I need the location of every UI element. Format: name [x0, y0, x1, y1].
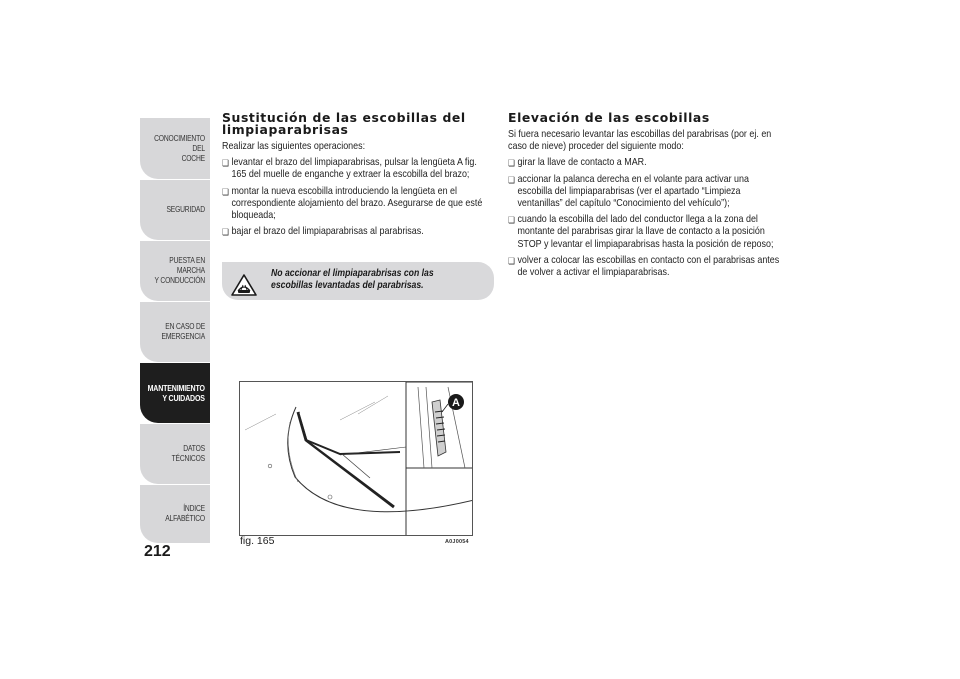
list-item: ❏ levantar el brazo del limpiaparabrisas, pulsar la lengüeta A fig. 165 del muelle de enganche y extraer la escobilla del brazo; [222, 157, 493, 181]
tab-label: EN CASO DE EMERGENCIA [161, 322, 205, 341]
figure-wiper [239, 381, 473, 536]
section-intro: Realizar las siguientes operaciones: [222, 141, 366, 152]
tab-label: MANTENIMIENTO Y CUIDADOS [147, 383, 205, 403]
section-replacement [222, 112, 494, 242]
list-item: ❏ bajar el brazo del limpiaparabrisas al parabrisas. [222, 226, 493, 238]
tab-label: CONOCIMIENTO DEL COCHE [154, 133, 205, 163]
figure-code: A0J0054 [445, 539, 469, 545]
tab-label: ÍNDICE ALFABÉTICO [165, 504, 205, 523]
section-title: Elevación de las escobillas [508, 110, 710, 125]
warning-box [222, 262, 494, 300]
tab-puesta-en-marcha[interactable] [140, 241, 210, 301]
list-item: ❏ girar la llave de contacto a MAR. [508, 157, 782, 169]
tab-indice-alfabetico[interactable] [140, 485, 210, 543]
section-raising [508, 112, 783, 283]
tab-seguridad[interactable] [140, 180, 210, 240]
car-wiper-warning-icon [231, 274, 257, 296]
tab-label: PUESTA EN MARCHA Y CONDUCCIÓN [154, 256, 205, 285]
page-number: 212 [144, 543, 171, 560]
steps-list [508, 157, 782, 279]
section-intro: Si fuera necesario levantar las escobillas del parabrisas (por ej. en caso de nieve) proceder del siguiente modo: [508, 129, 772, 153]
tab-label: DATOS TÉCNICOS [171, 444, 205, 463]
warning-text: No accionar el limpiaparabrisas con las escobillas levantadas del parabrisas. [271, 268, 434, 291]
list-item: ❏ cuando la escobilla del lado del conductor llega a la zona del montante del parabrisas girar la llave de contacto a la posición STOP y levantar el limpiaparabrisas hasta la posición de reposo; [508, 214, 782, 251]
section-title: Sustitución de las escobillas del limpiaparabrisas [222, 110, 466, 137]
tab-datos-tecnicos[interactable] [140, 424, 210, 484]
wiper-illustration [240, 382, 473, 536]
tab-label: SEGURIDAD [166, 205, 205, 214]
list-item: ❏ montar la nueva escobilla introduciendo la lengüeta en el correspondiente alojamiento del brazo. Asegurarse de que esté bloqueada; [222, 186, 493, 223]
tab-conocimiento-del-coche[interactable] [140, 118, 210, 179]
list-item: ❏ accionar la palanca derecha en el volante para activar una escobilla del limpiaparabrisas (ver el apartado “Limpieza ventanillas” del capítulo “Conocimiento del vehículo”); [508, 174, 782, 211]
steps-list [222, 157, 493, 238]
tab-en-caso-de-emergencia[interactable] [140, 302, 210, 362]
list-item: ❏ volver a colocar las escobillas en contacto con el parabrisas antes de volver a activar el limpiaparabrisas. [508, 255, 782, 279]
figure-caption: fig. 165 [240, 535, 275, 547]
tab-mantenimiento-y-cuidados[interactable] [140, 363, 210, 423]
callout-a-label: A [452, 397, 460, 409]
